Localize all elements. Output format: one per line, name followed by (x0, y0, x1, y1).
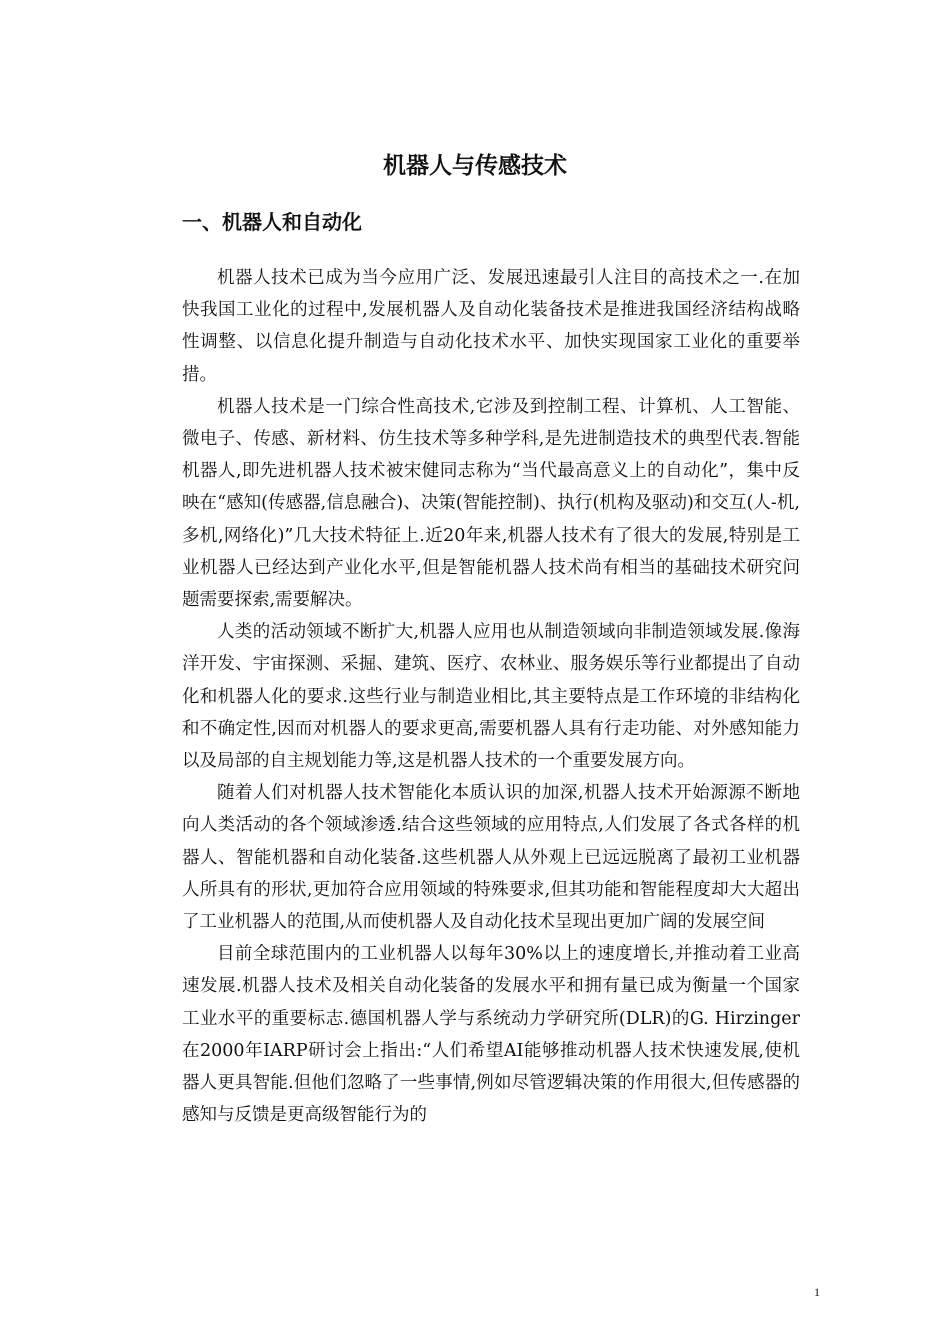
document-title: 机器人与传感技术 (383, 153, 567, 179)
paragraph-4: 随着人们对机器人技术智能化本质认识的加深,机器人技术开始源源不断地向人类活动的各个领域渗透.结合这些领域的应用特点,人们发展了各式各样的机器人、智能机器和自动化装备.这些机器人从外观上已远远脱离了最初工业机器人所具有的形状,更加符合应用领域的特殊要求,但其功能和智能程度却大大超出了工业机器人的范围,从而使机器人及自动化技术呈现出更加广阔的发展空间 (182, 783, 800, 933)
page-number: 1 (814, 1285, 820, 1299)
body-text (182, 262, 800, 1131)
paragraph-1: 机器人技术已成为当今应用广泛、发展迅速最引人注目的高技术之一.在加快我国工业化的过程中,发展机器人及自动化装备技术是推进我国经济结构战略性调整、以信息化提升制造与自动化技术水平、加快实现国家工业化的重要举措。 (182, 268, 800, 385)
paragraph-2: 机器人技术是一门综合性高技术,它涉及到控制工程、计算机、人工智能、微电子、传感、新材料、仿生技术等多种学科,是先进制造技术的典型代表.智能机器人,即先进机器人技术被宋健同志称为“当代最高意义上的自动化”，集中反映在“感知(传感器,信息融合)、决策(智能控制)、执行(机构及驱动)和交互(人-机,多机,网络化)”几大技术特征上.近20年来,机器人技术有了很大的发展,特别是工业机器人已经达到产业化水平,但是智能机器人技术尚有相当的基础技术研究问题需要探索,需要解决。 (182, 396, 800, 611)
paragraph-5: 目前全球范围内的工业机器人以每年30%以上的速度增长,并推动着工业高速发展.机器人技术及相关自动化装备的发展水平和拥有量已成为衡量一个国家工业水平的重要标志.德国机器人学与系统动力学研究所(DLR)的G. Hirzinger在2000年IARP研讨会上指出:“人们希望AI能够推动机器人技术快速发展,使机器人更具智能.但他们忽略了一些事情,例如尽管逻辑决策的作用很大,但传感器的感知与反馈是更高级智能行为的 (182, 944, 800, 1126)
paragraph-3: 人类的活动领域不断扩大,机器人应用也从制造领域向非制造领域发展.像海洋开发、宇宙探测、采掘、建筑、医疗、农林业、服务娱乐等行业都提出了自动化和机器人化的要求.这些行业与制造业相比,其主要特点是工作环境的非结构化和不确定性,因而对机器人的要求更高,需要机器人具有行走功能、对外感知能力以及局部的自主规划能力等,这是机器人技术的一个重要发展方向。 (182, 622, 800, 772)
section-heading: 一、机器人和自动化 (182, 210, 362, 234)
